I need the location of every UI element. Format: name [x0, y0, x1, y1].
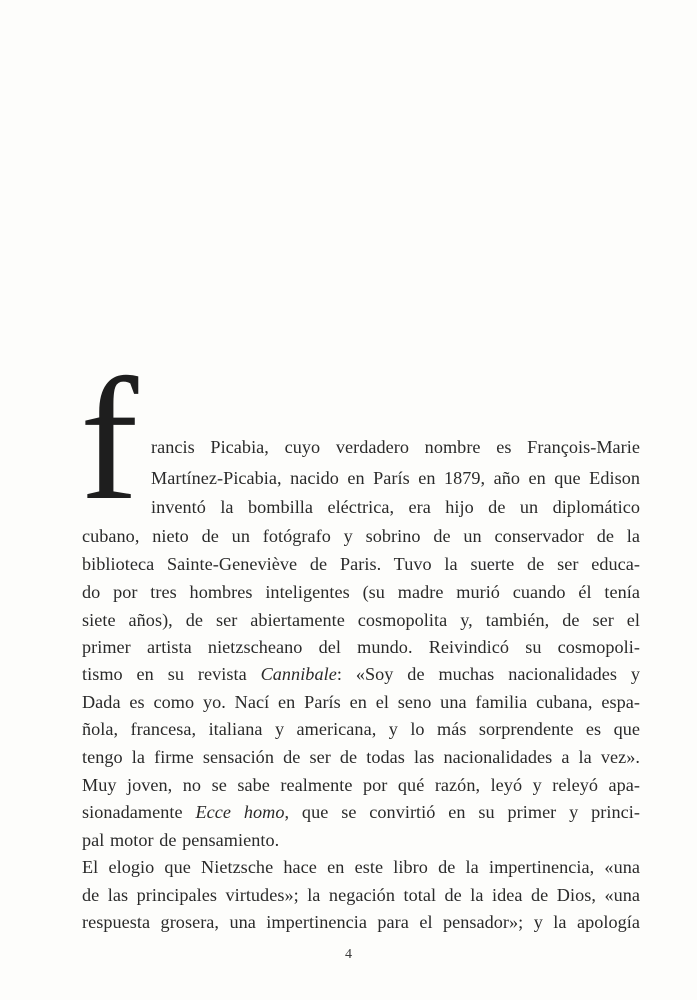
text-line-14 — [82, 803, 640, 821]
text-line-2: Martínez-Picabia, nacido en París en 1879, año en que Edison — [151, 468, 640, 488]
text-line-6: do por tres hombres inteligentes (su madre murió cuando él tenía — [82, 582, 640, 602]
text-line-7: siete años), de ser abiertamente cosmopolita y, también, de ser el — [82, 610, 640, 630]
text-line-15: pal motor de pensamiento. — [82, 830, 280, 850]
text-line-16: El elogio que Nietzsche hace en este libro de la impertinencia, «una — [82, 857, 640, 877]
text-segment: sionadamente — [82, 802, 183, 822]
text-line-11: ñola, francesa, italiana y americana, y lo más sorprendente es que — [82, 719, 640, 739]
text-line-9 — [82, 665, 640, 683]
text-line-10: Dada es como yo. Nací en París en el seno una familia cubana, espa- — [82, 692, 640, 712]
book-title: Ecce homo — [195, 802, 285, 822]
text-segment: tismo en su revista — [82, 664, 247, 684]
text-line-17: de las principales virtudes»; la negación total de la idea de Dios, «una — [82, 885, 640, 905]
magazine-title: Cannibale — [260, 664, 337, 684]
text-segment: , que se convirtió en su primer y princi- — [284, 802, 640, 822]
text-line-12: tengo la firme sensación de ser de todas las nacionalidades a la vez». — [82, 747, 640, 767]
text-line-1: rancis Picabia, cuyo verdadero nombre es François-Marie — [151, 437, 640, 457]
text-line-4: cubano, nieto de un fotógrafo y sobrino de un conservador de la — [82, 526, 640, 546]
text-line-3: inventó la bombilla eléctrica, era hijo de un diplomático — [151, 497, 640, 517]
drop-cap-letter: f — [80, 342, 139, 536]
text-line-18: respuesta grosera, una impertinencia para el pensador»; y la apología — [82, 912, 640, 932]
text-segment: : «Soy de muchas nacionalidades y — [336, 664, 640, 684]
text-line-13: Muy joven, no se sabe realmente por qué razón, leyó y releyó apa- — [82, 775, 640, 795]
text-line-5: biblioteca Sainte-Geneviève de Paris. Tuvo la suerte de ser educa- — [82, 554, 640, 574]
text-line-8: primer artista nietzscheano del mundo. Reivindicó su cosmopoli- — [82, 637, 640, 657]
page-number: 4 — [345, 947, 352, 962]
